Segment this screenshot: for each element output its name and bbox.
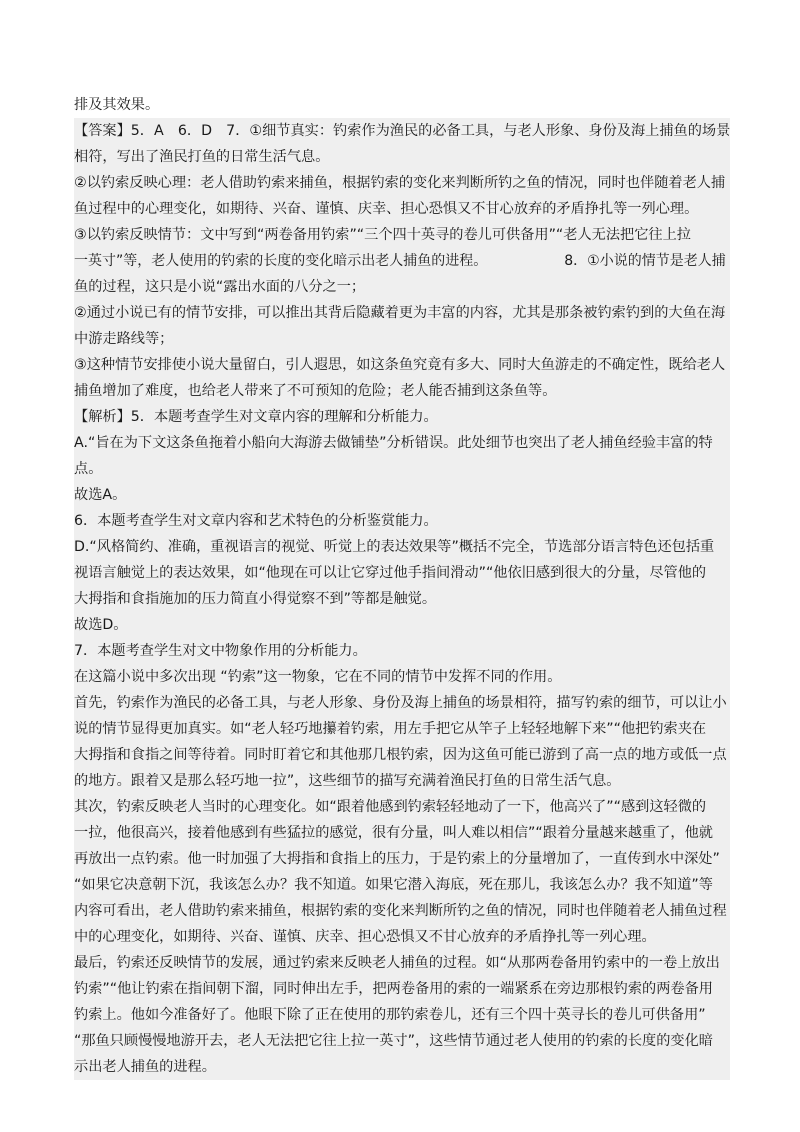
answer-line: 相符，写出了渔民打鱼的日常生活气息。 (74, 144, 730, 170)
analysis-line: 大拇指和食指施加的压力简直小得觉察不到”等都是触觉。 (74, 586, 730, 612)
analysis-line: 一拉，他很高兴，接着他感到有些猛拉的感觉，很有分量，叫人难以相信”“跟着分量越来越重了，他就 (74, 820, 730, 846)
answer-line: ③以钓索反映情节：文中写到“两卷备用钓索”“三个四十英寻的卷儿可供备用”“老人无法把它往上拉 (74, 222, 730, 248)
analysis-line: 故选D。 (74, 612, 730, 638)
answer-line: 【答案】5．A 6．D 7．①细节真实：钓索作为渔民的必备工具，与老人形象、身份及海上捕鱼的场景 (74, 118, 730, 144)
analysis-line: 再放出一点钓索。他一时加强了大拇指和食指上的压力，于是钓索上的分量增加了，一直传到水中深处” (74, 846, 730, 872)
analysis-line: 大拇指和食指之间等待着。同时盯着它和其他那几根钓索，因为这鱼可能已游到了高一点的地方或低一点 (74, 742, 730, 768)
analysis-line: 示出老人捕鱼的进程。 (74, 1054, 730, 1080)
text-line: 排及其效果。 (74, 97, 160, 113)
analysis-line: 点。 (74, 456, 730, 482)
analysis-line: “那鱼只顾慢慢地游开去，老人无法把它往上拉一英寸”，这些情节通过老人使用的钓索的长度的变化暗 (74, 1028, 730, 1054)
analysis-line: 钓索上。他如今准备好了。他眼下除了正在使用的那钓索卷儿，还有三个四十英寻长的卷儿可供备用” (74, 1002, 730, 1028)
answer-line: ③这种情节安排使小说大量留白，引人遐思，如这条鱼究竟有多大、同时大鱼游走的不确定性，既给老人 (74, 352, 730, 378)
analysis-line: 说的情节显得更加真实。如“老人轻巧地攥着钓索，用左手把它从竿子上轻轻地解下来”“他把钓索夹在 (74, 716, 730, 742)
analysis-line: D.“风格简约、准确，重视语言的视觉、听觉上的表达效果等”概括不完全，节选部分语言特色还包括重 (74, 534, 730, 560)
analysis-line: 视语言触觉上的表达效果，如“他现在可以让它穿过他手指间滑动”“他依旧感到很大的分量，尽管他的 (74, 560, 730, 586)
analysis-line: 6．本题考查学生对文章内容和艺术特色的分析鉴赏能力。 (74, 508, 730, 534)
analysis-line: 钓索”“他让钓索在指间朝下溜，同时伸出左手，把两卷备用的索的一端紧系在旁边那根钓索的两卷备用 (74, 976, 730, 1002)
answer-line: ②通过小说已有的情节安排，可以推出其背后隐藏着更为丰富的内容，尤其是那条被钓索钓到的大鱼在海 (74, 300, 730, 326)
answer-line: 鱼过程中的心理变化，如期待、兴奋、谨慎、庆幸、担心恐惧又不甘心放弃的矛盾挣扎等一列心理。 (74, 196, 730, 222)
answer-line: 一英寸”等，老人使用的钓索的长度的变化暗示出老人捕鱼的进程。 8．①小说的情节是老人捕 (74, 248, 730, 274)
analysis-line: 故选A。 (74, 482, 730, 508)
answer-line: 鱼的过程，这只是小说“露出水面的八分之一； (74, 274, 730, 300)
analysis-line: 最后，钓索还反映情节的发展，通过钓索来反映老人捕鱼的过程。如“从那两卷备用钓索中的一卷上放出 (74, 950, 730, 976)
analysis-line: 7．本题考查学生对文中物象作用的分析能力。 (74, 638, 730, 664)
analysis-line: 其次，钓索反映老人当时的心理变化。如“跟着他感到钓索轻轻地动了一下，他高兴了”“感到这轻微的 (74, 794, 730, 820)
analysis-line: A.“旨在为下文这条鱼拖着小船向大海游去做铺垫”分析错误。此处细节也突出了老人捕鱼经验丰富的特 (74, 430, 730, 456)
analysis-line: 【解析】5．本题考查学生对文章内容的理解和分析能力。 (74, 404, 730, 430)
analysis-line: “如果它决意朝下沉，我该怎么办？我不知道。如果它潜入海底，死在那儿，我该怎么办？我不知道”等 (74, 872, 730, 898)
analysis-line: 首先，钓索作为渔民的必备工具，与老人形象、身份及海上捕鱼的场景相符，描写钓索的细节，可以让小 (74, 690, 730, 716)
answer-line: 捕鱼增加了难度，也给老人带来了不可预知的危险；老人能否捕到这条鱼等。 (74, 378, 730, 404)
answer-line: ②以钓索反映心理：老人借助钓索来捕鱼，根据钓索的变化来判断所钓之鱼的情况，同时也伴随着老人捕 (74, 170, 730, 196)
analysis-line: 中的心理变化，如期待、兴奋、谨慎、庆幸、担心恐惧又不甘心放弃的矛盾挣扎等一列心理。 (74, 924, 730, 950)
analysis-line: 的地方。跟着又是那么轻巧地一拉”，这些细节的描写充满着渔民打鱼的日常生活气息。 (74, 768, 730, 794)
answer-line: 中游走路线等； (74, 326, 730, 352)
analysis-line: 内容可看出，老人借助钓索来捕鱼，根据钓索的变化来判断所钓之鱼的情况，同时也伴随着老人捕鱼过程 (74, 898, 730, 924)
analysis-line: 在这篇小说中多次出现 “钓索”这一物象，它在不同的情节中发挥不同的作用。 (74, 664, 730, 690)
